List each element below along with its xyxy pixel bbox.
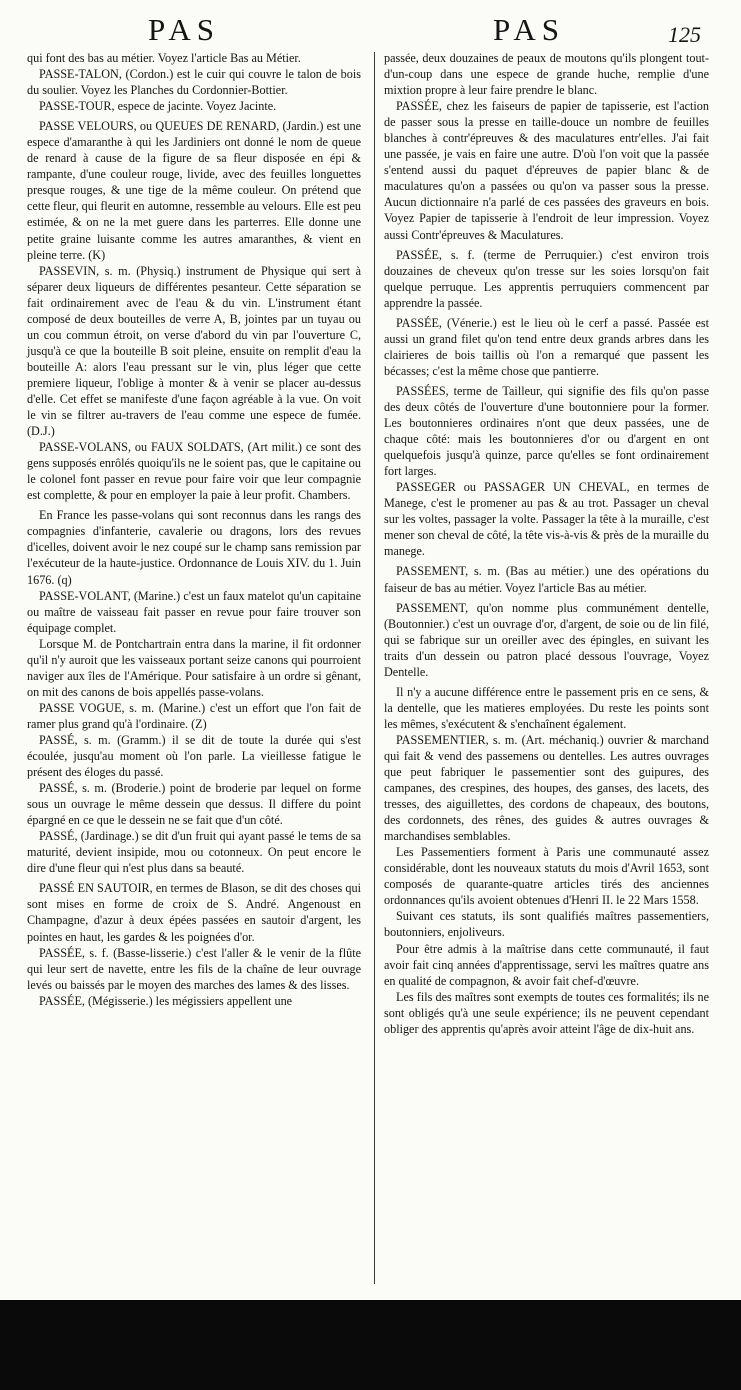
entry-paragraph: Les fils des maîtres sont exempts de toutes ces formalités; ils ne sont obligés qu'à une seule expérience; ils ne peuvent cependant obliger des apprentis qu'après avoir atteint l'âge de dix-huit ans. <box>384 989 709 1036</box>
entry-paragraph: PASSEGER ou PASSAGER UN CHEVAL, en termes de Manege, c'est le promener au pas & au trot. Passager un cheval sur les voltes, passager la volte. Passager la tête à la muraille, c'est mener son cheval de côté, la tête vis-à-vis & près de la muraille du manege. <box>384 480 709 559</box>
entry-paragraph: PASSÉE, (Mégisserie.) les mégissiers appellent une <box>39 993 293 1008</box>
right-column <box>384 50 709 1037</box>
left-headword: PAS <box>148 12 221 47</box>
entry-paragraph: PASSE VOGUE, s. m. (Marine.) c'est un effort que l'on fait de ramer plus grand qu'à l'ordinaire. (Z) <box>27 700 361 731</box>
entry-paragraph: PASSÉ EN SAUTOIR, en termes de Blason, se dit des choses qui sont mises en forme de croix de S. André. Angenoust en Champagne, d'azur à deux épées passées en sautoir d'argent, les pointes en haut, les gardes & les poignées d'or. <box>27 881 361 944</box>
entry-paragraph: PASSÉE, (Vénerie.) est le lieu où le cerf a passé. Passée est aussi un grand filet qu'on tend entre deux grands arbres dans les clairieres de bois taillis où l'on a remarqué que passent les bécasses; c'est la même chose que pantierre. <box>384 315 709 378</box>
entry-paragraph: Pour être admis à la maîtrise dans cette communauté, il faut avoir fait cinq années d'apprentissage, servi les maîtres quatre ans en qualité de compagnon, & avoir fait chef-d'œuvre. <box>384 941 709 988</box>
entry-paragraph: PASSE VELOURS, ou QUEUES DE RENARD, (Jardin.) est une espece d'amaranthe à qui les Jardiniers ont donné le nom de queue de renard à cause de la figure de sa fleur disposée en épi & rampante, d'une couleur rouge, livide, avec des feuilles longuettes presque rouges, & une tige de la même couleur. On prétend que cette fleur, qui fleurit en automne, ressemble au velours. Elle est peu estimée, & on ne la met guere dans les parterres. Elle donne une petite graine luisante comme les autres amaranthes, & vient en pleine terre. (K) <box>27 119 361 262</box>
entry-paragraph: En France les passe-volans qui sont reconnus dans les rangs des compagnies d'infanterie, cavalerie ou dragons, lors des revues d'icelles, doivent avoir le nez coupé sur le champ sans remission par l'exécuteur de la haute-justice. Ordonnance de Louis XIV. du 1. Juin 1676. (q) <box>27 508 361 587</box>
entry-paragraph: PASSE-VOLANT, (Marine.) c'est un faux matelot qu'un capitaine ou maître de vaisseau fait passer en revue pour faire trouver son équipage complet. <box>27 588 361 635</box>
entry-paragraph: PASSEVIN, s. m. (Physiq.) instrument de Physique qui sert à séparer deux liqueurs de différentes pesanteur. Cette séparation se fait ordinairement avec de l'eau & du vin. L'instrument étant composé de deux bouteilles de verre A, B, jointes par un tuyau ou un cou commun étroit, on verse d'abord du vin par l'ouverture C, jusqu'à ce que la bouteille B soit pleine, ensuite on remplit d'eau la bouteille A: alors l'eau pressant sur le vin, plus léger que cette premiere liqueur, l'oblige à monter & à venir se placer au-dessus d'elle. Cet effet se manifeste d'une façon agréable à la vue. On voit le vin se filtrer au-travers de l'eau comme une espece de fumée. (D.J.) <box>27 263 361 439</box>
page-number: 125 <box>668 22 701 47</box>
left-column <box>27 50 361 1009</box>
column-divider <box>374 52 375 1284</box>
entry-paragraph: PASSEMENT, qu'on nomme plus communément dentelle, (Boutonnier.) c'est un ouvrage d'or, d'argent, de soie ou de lin filé, qui se fabrique sur un oreiller avec des épingles, en suivant les traits d'un dessein ou patron placé dessous l'ouvrage, Voyez Dentelle. <box>384 600 709 679</box>
entry-paragraph: PASSÉ, s. m. (Gramm.) il se dit de toute la durée qui s'est écoulée, jusqu'au moment où l'on parle. La vieillesse fatigue le présent des éloges du passé. <box>27 732 361 780</box>
entry-paragraph: qui font des bas au métier. Voyez l'article Bas au Métier. <box>27 51 301 65</box>
entry-paragraph: Lorsque M. de Pontchartrain entra dans la marine, il fit ordonner qu'il n'y auroit que les vaisseaux portant seize canons qui pourroient naviger aux îles de l'Amérique. Pour satisfaire à un ordre si gênant, on mit des canons de bois appellés passe-volans. <box>27 636 361 699</box>
entry-paragraph: passée, deux douzaines de peaux de moutons qu'ils plongent tout-d'un-coup dans une espece de grande huche, remplie d'une mixtion propre à leur faire prendre le blanc. <box>384 51 709 98</box>
entry-paragraph: Suivant ces statuts, ils sont qualifiés maîtres passementiers, boutonniers, enjoliveurs. <box>384 909 709 940</box>
entry-paragraph: PASSÉE, chez les faiseurs de papier de tapisserie, est l'action de passer sous la presse en taille-douce un nombre de feuilles blanches à contr'épreuves & des maculatures entr'elles. J'ai fait une passée, je vais en faire une autre. D'où l'on voit que la passée s'entend aussi du paquet d'épreuves de papier blanc & de maculatures qu'on a passées ou qu'on va passer sous la presse. Aucun dictionnaire n'a parlé de ces passées des graveurs en bois. Voyez Papier de tapisserie à l'endroit de leur impression. Voyez aussi Contr'épreuves & Maculatures. <box>384 99 709 242</box>
bottom-black-band <box>0 1300 741 1390</box>
entry-paragraph: PASSÉE, s. f. (terme de Perruquier.) c'est environ trois douzaines de cheveux qu'on tresse sur les soies lorsqu'on fait quelque perruque. Les apprentis perruquiers commencent par apprendre la passée. <box>384 247 709 310</box>
entry-paragraph: PASSEMENTIER, s. m. (Art. méchaniq.) ouvrier & marchand qui fait & vend des passemens ou dentelles. Les autres ouvrages que peut fabriquer le passementier sont des guipures, des campanes, des crespines, des houpes, des ganses, des lacets, des tresses, des aiguillettes, des cordons de chapeaux, des boutons, des cordonnets, des rênes, des guides & autres ouvrages & marchandises semblables. <box>384 732 709 844</box>
entry-paragraph: PASSEMENT, s. m. (Bas au métier.) une des opérations du faiseur de bas au métier. Voyez l'article Bas au métier. <box>384 564 709 595</box>
entry-paragraph: PASSE-VOLANS, ou FAUX SOLDATS, (Art milit.) ce sont des gens supposés enrôlés quoiqu'ils ne le soient pas, que le capitaine ou le colonel font passer en revue pour faire voir que leur compagnie est complette, & pour en employer la paie à leur profit. Chambers. <box>27 440 361 503</box>
entry-paragraph: PASSÉE, s. f. (Basse-lisserie.) c'est l'aller & le venir de la flûte qui leur sert de navette, entre les fils de la chaîne de leur ouvrage levés ou baissés par le moyen des marches des lames & des lisses. <box>27 945 361 992</box>
entry-paragraph: PASSE-TOUR, espece de jacinte. Voyez Jacinte. <box>39 99 277 114</box>
entry-paragraph: Il n'y a aucune différence entre le passement pris en ce sens, & la dentelle, que les matieres employées. Du reste les points sont les mêmes, s'exécutent & s'enchaînent également. <box>384 684 709 731</box>
entry-paragraph: PASSE-TALON, (Cordon.) est le cuir qui couvre le talon de bois du soulier. Voyez les Planches du Cordonnier-Bottier. <box>27 67 361 98</box>
entry-paragraph: PASSÉES, terme de Tailleur, qui signifie des fils qu'on passe des deux côtés de l'ouverture d'une boutonniere pour la former. Les boutonnieres ordinaires n'ont que deux passées, une de chaque côté: mais les boutonnieres d'or ou d'argent en ont quelquefois jusqu'à quinze, parce qu'elles se font ordinairement fort larges. <box>384 383 709 479</box>
entry-paragraph: Les Passementiers forment à Paris une communauté assez considérable, dont les nouveaux statuts du mois d'Avril 1653, sont composés de quarante-quatre articles tirés des anciennes ordonnances qu'ils avoient obtenues d'Henri II. le 22 Mars 1558. <box>384 845 709 908</box>
right-headword: PAS <box>493 12 566 47</box>
entry-paragraph: PASSÉ, (Jardinage.) se dit d'un fruit qui ayant passé le tems de sa maturité, devient insipide, mou ou cotonneux. On peut encore le dire d'une fleur qui n'est plus dans sa beauté. <box>27 829 361 876</box>
entry-paragraph: PASSÉ, s. m. (Broderie.) point de broderie par lequel on forme sous un ouvrage le même dessein que dessus. Il differe du point épargné en ce que le dessein ne se fait que d'un côté. <box>27 781 361 828</box>
